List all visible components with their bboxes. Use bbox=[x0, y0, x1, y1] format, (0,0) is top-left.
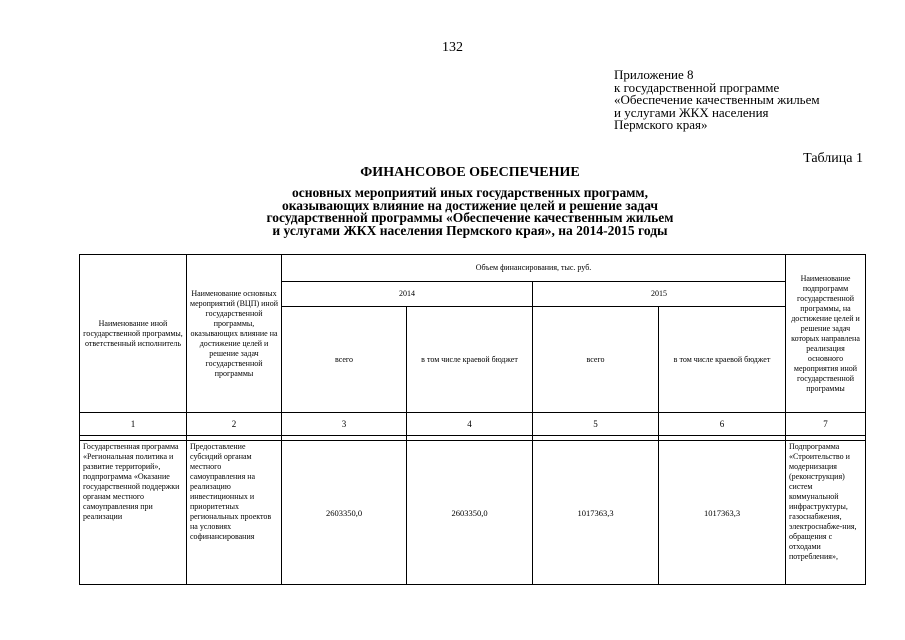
column-number-row bbox=[80, 413, 866, 436]
column-number: 1 bbox=[80, 413, 187, 436]
column-number: 4 bbox=[407, 413, 533, 436]
regional-2015-cell: 1017363,3 bbox=[659, 441, 786, 585]
subtitle-line: основных мероприятий иных государственных программ, bbox=[292, 185, 648, 200]
header-regional-2014: в том числе краевой бюджет bbox=[407, 307, 533, 413]
header-year-2015: 2015 bbox=[533, 282, 786, 307]
header-row bbox=[80, 255, 866, 282]
column-number: 6 bbox=[659, 413, 786, 436]
header-regional-2015: в том числе краевой бюджет bbox=[659, 307, 786, 413]
appendix-line: и услугами ЖКХ населения bbox=[614, 104, 769, 120]
total-2015-cell: 1017363,3 bbox=[533, 441, 659, 585]
header-funding: Объем финансирования, тыс. руб. bbox=[282, 255, 786, 282]
subtitle-line: и услугами ЖКХ населения Пермского края», на 2014-2015 годы bbox=[272, 222, 668, 238]
appendix-line: к государственной программе bbox=[614, 79, 780, 95]
header-total-2015: всего bbox=[533, 307, 659, 413]
appendix-line: Приложение 8 bbox=[614, 67, 694, 82]
financing-table bbox=[79, 254, 866, 585]
column-number: 3 bbox=[282, 413, 407, 436]
table-label: Таблица 1 bbox=[803, 151, 863, 166]
document-title: ФИНАНСОВОЕ ОБЕСПЕЧЕНИЕ bbox=[360, 165, 580, 180]
regional-2014-cell: 2603350,0 bbox=[407, 441, 533, 585]
appendix-note bbox=[614, 69, 820, 132]
subprogram-cell: Подпрограмма «Строительство и модернизация (реконструкция) систем коммунальной инфраструктуры, газоснабжения, электроснабже-ния, обращения с отходами потребления», bbox=[786, 441, 866, 585]
header-subprograms: Наименование подпрограмм государственной программы, на достижение целей и решение задач которых направлена реализация основного мероприятия иной государственной программы bbox=[786, 255, 866, 413]
subtitle-line: государственной программы «Обеспечение качественным жильем bbox=[266, 210, 674, 225]
column-number: 2 bbox=[187, 413, 282, 436]
page-number: 132 bbox=[442, 40, 463, 55]
appendix-line: Пермского края» bbox=[614, 117, 708, 132]
table-row bbox=[80, 441, 866, 585]
column-number: 7 bbox=[786, 413, 866, 436]
document-subtitle bbox=[0, 187, 905, 237]
header-program-executor: Наименование иной государственной программы, ответственный исполнитель bbox=[80, 255, 187, 413]
header-total-2014: всего bbox=[282, 307, 407, 413]
header-activities: Наименование основных мероприятий (ВЦП) иной государственной программы, оказывающих влияние на достижение целей и решение задач государственной программы bbox=[187, 255, 282, 413]
program-cell: Государственная программа «Региональная политика и развитие территорий», подпрограмма «Оказание государственной поддержки органам местного самоуправления при реализации bbox=[80, 441, 187, 585]
subtitle-line: оказывающих влияние на достижение целей и решение задач bbox=[281, 197, 659, 213]
header-year-2014: 2014 bbox=[282, 282, 533, 307]
appendix-line: «Обеспечение качественным жильем bbox=[614, 92, 820, 107]
column-number: 5 bbox=[533, 413, 659, 436]
total-2014-cell: 2603350,0 bbox=[282, 441, 407, 585]
activity-cell: Предоставление субсидий органам местного самоуправления на реализацию инвестиционных и приоритетных региональных проектов на условиях софинансирования bbox=[187, 441, 282, 585]
